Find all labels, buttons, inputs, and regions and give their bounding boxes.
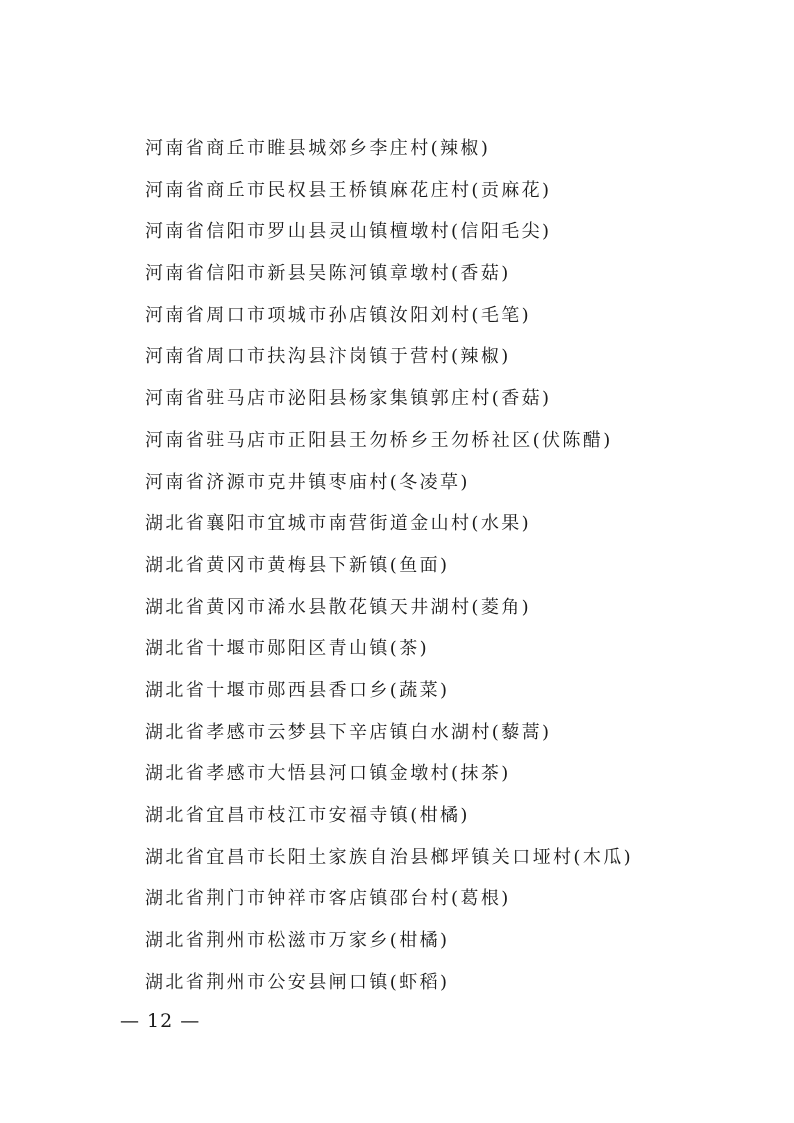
village-list	[145, 128, 765, 1003]
list-item: 河南省周口市扶沟县汴岗镇于营村(辣椒)	[145, 346, 511, 368]
list-item: 湖北省荆州市公安县闸口镇(虾稻)	[145, 971, 450, 993]
list-item: 湖北省黄冈市浠水县散花镇天井湖村(菱角)	[145, 596, 532, 618]
list-item: 河南省信阳市罗山县灵山镇檀墩村(信阳毛尖)	[145, 221, 552, 243]
list-item: 河南省商丘市睢县城郊乡李庄村(辣椒)	[145, 138, 491, 159]
list-item: 河南省信阳市新县吴陈河镇章墩村(香菇)	[145, 263, 511, 285]
list-item: 湖北省宜昌市枝江市安福寺镇(柑橘)	[145, 805, 470, 826]
list-item: 河南省商丘市民权县王桥镇麻花庄村(贡麻花)	[145, 179, 552, 201]
list-item: 河南省济源市克井镇枣庙村(冬凌草)	[145, 471, 470, 493]
page-number: — 12 —	[120, 1010, 201, 1032]
list-item: 湖北省荆门市钟祥市客店镇邵台村(葛根)	[145, 888, 511, 910]
list-item: 湖北省十堰市郧西县香口乡(蔬菜)	[145, 679, 450, 701]
list-item: 湖北省宜昌市长阳土家族自治县榔坪镇关口垭村(木瓜)	[145, 846, 634, 868]
list-item: 湖北省孝感市云梦县下辛店镇白水湖村(藜蒿)	[145, 721, 552, 743]
list-item: 河南省周口市项城市孙店镇汝阳刘村(毛笔)	[145, 304, 532, 326]
list-item: 湖北省荆州市松滋市万家乡(柑橘)	[145, 930, 450, 952]
list-item: 湖北省黄冈市黄梅县下新镇(鱼面)	[145, 554, 450, 576]
list-item: 河南省驻马店市泌阳县杨家集镇郭庄村(香菇)	[145, 388, 552, 410]
list-item: 湖北省襄阳市宜城市南营街道金山村(水果)	[145, 513, 532, 535]
list-item: 河南省驻马店市正阳县王勿桥乡王勿桥社区(伏陈醋)	[145, 429, 613, 451]
list-item: 湖北省十堰市郧阳区青山镇(茶)	[145, 638, 430, 660]
list-item: 湖北省孝感市大悟县河口镇金墩村(抹茶)	[145, 763, 511, 785]
